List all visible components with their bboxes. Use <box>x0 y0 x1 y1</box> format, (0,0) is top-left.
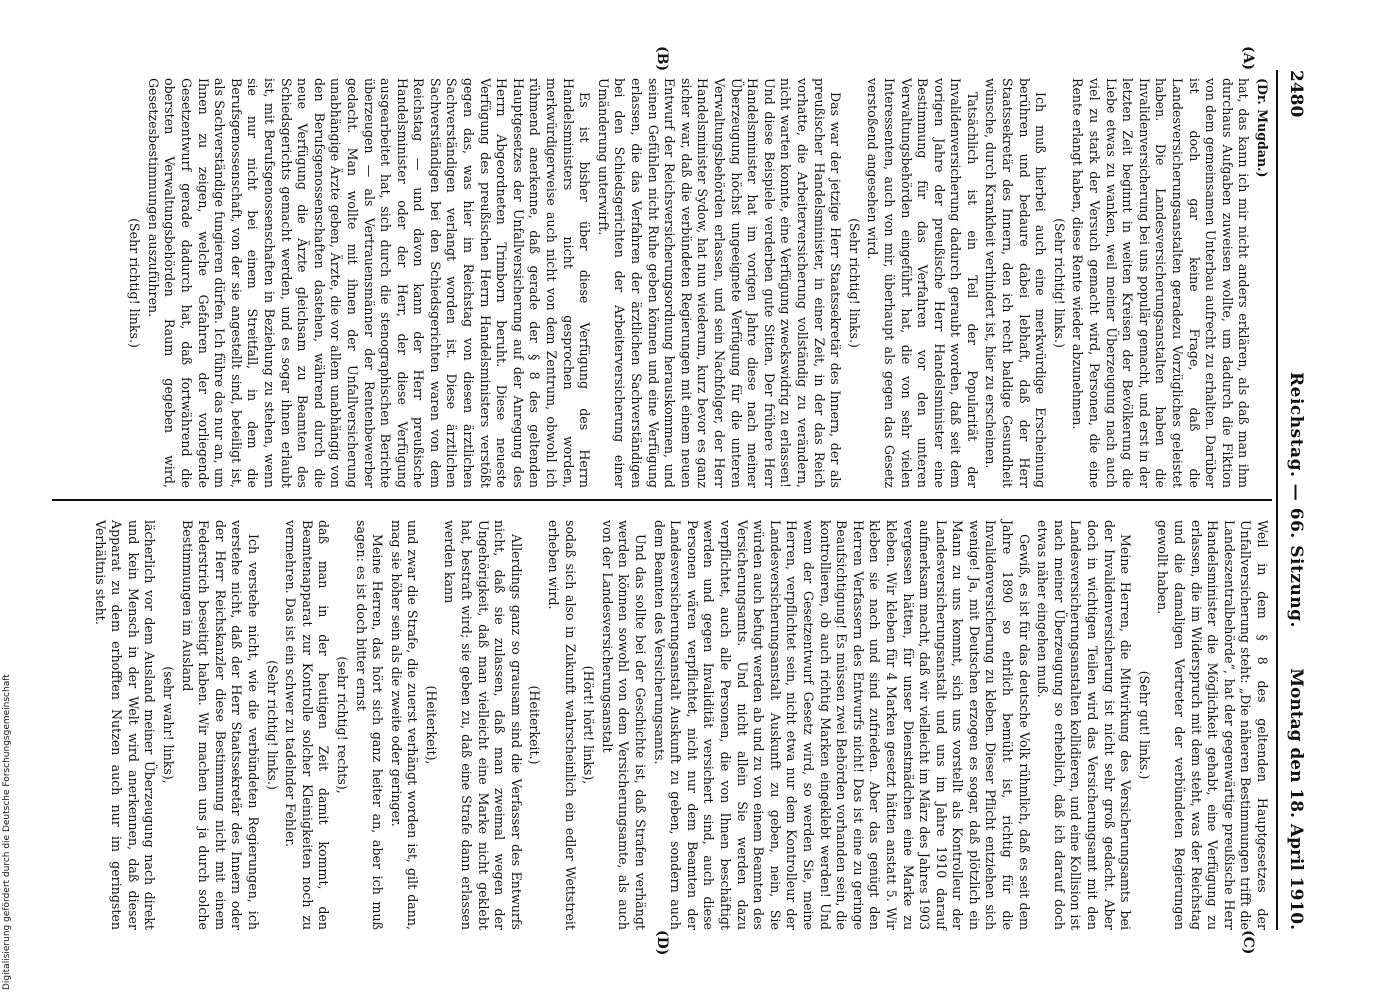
left-column <box>124 78 1270 488</box>
page-number: 2480 <box>1286 70 1306 118</box>
interjection: (Sehr richtig! links.) <box>264 660 280 790</box>
speaker-tag: (Dr. Mugdan.) <box>1255 78 1270 178</box>
session-date: Montag den 18. April 1910. <box>1286 668 1306 930</box>
interjection: (sehr richtig! rechts), <box>334 656 350 794</box>
margin-mark-c: (C) <box>1240 930 1256 955</box>
paragraph: Ich muß hierbei auch eine merkwürdige Erscheinung berühren und bedaure dabei lebhaft, daß der Herr Staatssekretär des Innern, den ich recht baldige Gesundheit wünsche, durch Krankheit verhindert ist, hier zu erscheinen. <box>983 78 1049 488</box>
interjection: (Sehr richtig! links.) <box>1051 218 1067 348</box>
interjection: (sehr wahr! links), <box>161 666 176 784</box>
interjection: (Heiterkeit), <box>423 685 439 765</box>
column-divider <box>52 499 1272 501</box>
margin-mark-b: (B) <box>654 46 670 72</box>
paragraph: lächerlich vor dem Ausland meiner Überzeugung nach direkt und kein Mensch in der Welt wird anerkennen, daß dieser Apparat zu dem erhofften Nutzen auch nur im geringsten Verhältnis steht. <box>92 520 158 930</box>
paragraph: und zwar die Strafe, die zuerst verhängt worden ist, gilt dann, mag sie höher sein als die zweite oder geringer. <box>388 520 421 930</box>
session-title: Reichstag. — 66. Sitzung. <box>1286 372 1306 628</box>
paragraph: Allerdings ganz so grausam sind die Verfasser des Entwurfs nicht, daß sie zulassen, daß man zweimal wegen der Ungehörigkeit, daß man vielleicht eine Marke nicht geklebt hat, bestraft wird; sie geben zu, daß eine Strafe dann erlassen werden kann <box>442 520 524 930</box>
paragraph: Ich verstehe nicht, wie die verbündeten Regierungen, ich verstehe nicht, daß der Herr Staatssekretär des Innern oder der Herr Reichskanzler diese Bestimmung nicht mit einem Federstrich beseitigt haben. Wir machen uns ja durch solche Bestimmungen im Ausland <box>179 520 261 930</box>
paragraph: Es ist bisher über diese Verfügung des Herrn Handelsministers nicht gesprochen worden, merkwürdigerweise auch nicht von dem Zentrum, obwohl ich rühmend anerkenne, daß gerade der § 8 des geltenden Hauptgesetzes der Unfallversicherung auf der Anregung des Herrn Abgeordneten Trimborn beruht. Diese neueste Verfügung des preußischen Herrn Handelsministers verstößt gegen das, was hier im Reichstag von diesen ärztlichen Sachverständigen verlangt worden ist. Diese ärztlichen Sachverständigen bei den Schiedsgerichten waren von dem Reichstag — und davon kann der Herr preußische Handelsminister oder der Herr, der diese Verfügung ausgearbeitet hat, sich durch die stenographischen Berichte überzeugen — als Vertrauensmänner der Rentenbewerber gedacht. Man wollte mit ihnen der Unfallversicherung unabhängige Ärzte geben, Ärzte, die vor allem unabhängig von den Berufsgenossenschaften dastehen, während durch die neue Verfügung die Ärzte gleichsam zu Beamten des Schiedsgerichts gemacht werden, und es sogar ihnen erlaubt ist, mit Berufsgenossenschaften in Beziehung zu stehen, wenn sie nur nicht bei einem Streitfall, in dem die Berufsgenossenschaft, von der sie angestellt sind, beteiligt ist, als Sachverständige fungieren dürfen. Ich führe das nur an, um Ihnen zu zeigen, welche Gefahren der vorliegende Gesetzentwurf gerade dadurch hat, daß fortwährend die obersten Verwaltungsbehörden Raum gegeben wird, Gesetzesbestimmungen auszuführen. <box>145 78 593 488</box>
paragraph: Meine Herren, die Mitwirkung des Versicherungsamts bei der Invalidenversicherung ist nicht sehr groß gedacht. Aber doch in wichtigen Teilen wird das Versicherungsamt mit den Landesversicherungsanstalten kollidieren, und eine Kollision ist nach meiner Überzeugung so erheblich, daß ich darauf doch etwas näher eingehen muß. <box>1035 520 1134 930</box>
header-rule <box>1276 70 1278 930</box>
paragraph: Das war der jetzige Herr Staatssekretär des Innern, der als preußischer Handelsminister, in einer Zeit, in der das Reich vorhatte, die Arbeiterversicherung vollständig zu verändern, nicht warten konnte, eine Verfügung zweckswidrig zu erlassen! Und diese Beispiele verderben gute Sitten. Der frühere Herr Handelsminister hat im vorigen Jahre diese nach meiner Überzeugung höchst ungeeignete Verfügung für die unteren Verwaltungsbehörden erlassen, und sein Nachfolger, der Herr Handelsminister Sydow, hat nun wiederum, kurz bevor es ganz sicher war, daß die verbündeten Regierungen mit einem neuen Entwurf der Reichsversicherungsordnung herauskommen, und seinen Gefühlen nicht Ruhe geben können und eine Verfügung erlassen, die das Verfahren der ärztlichen Sachverständigen bei den Schiedsgerichten der Arbeiterversicherung einer Umänderung unterwirft. <box>595 78 844 488</box>
paragraph: Tatsächlich ist ein Teil der Popularität der Invalidenversicherung dadurch geraubt worden, daß seit dem vorigen Jahre der preußische Herr Handelsminister eine Bestimmung für das Verfahren vor den unteren Verwaltungsbehörden eingeführt hat, die von sehr vielen Interessenten, auch von mir, überhaupt als gegen das Gesetz verstoßend angesehen wird. <box>865 78 980 488</box>
paragraph: sodaß sich also in Zukunft wahrscheinlich ein edler Wettstreit erheben wird. <box>546 520 578 930</box>
interjection: (Heiterkeit.) <box>527 685 543 765</box>
paragraph: daß man in der heutigen Zeit damit kommt, den Beamtenapparat zur Kontrolle solcher Kleinigkeiten noch zu vermehren. Das ist ein schwer zu tadelnder Fehler. <box>283 520 332 930</box>
margin-mark-a: (A) <box>1240 46 1256 71</box>
interjection: (Sehr gut! links.) <box>1136 670 1152 780</box>
right-column <box>89 520 1270 930</box>
paragraph: Und das sollte bei der Geschichte ist, daß Strafen verhängt werden können sowohl von dem Versicherungsamte, als auch von der Landesversicherungsanstalt <box>599 520 649 930</box>
paragraph: hat, das kann ich mir nicht anders erklären, als daß man ihm durchaus Aufgaben zuweisen wollte, um dadurch die Fiktion von dem gemeinsamen Unterbau aufrecht zu erhalten. Darüber ist doch gar keine Frage, daß die Landesversicherungsanstalten geradezu Vorzügliches geleistet haben. Die Landesversicherungsanstalten haben die Invalidenversicherung bei uns populär gemacht, und erst in der letzten Zeit beginnt in weiten Kreisen der Bevölkerung die Liebe etwas zu wanken, weil meiner Überzeugung nach auch viel zu stark der Versuch gemacht wird, Personen, die eine Rente erlangt haben, diese Rente wieder abzunehmen. <box>1070 78 1252 488</box>
paragraph: Weil in dem § 8 des geltenden Hauptgesetzes der Unfallversicherung steht: „Die näheren Bestimmungen trifft die Landeszentralbehörde“, hat der gegenwärtige preußische Herr Handelsminister die Möglichkeit gehabt, eine Verfügung zu erlassen, die im Widerspruch mit dem steht, was der Reichstag und die damaligen Vertreter der verbündeten Regierungen gewollt haben. <box>1155 520 1270 930</box>
digitization-credit: Digitalisierung gefördert durch die Deutsche Forschungsgemeinschaft <box>2 674 12 990</box>
interjection: (Sehr richtig! links.) <box>846 218 862 348</box>
page-header <box>1280 70 1306 930</box>
paragraph: Meine Herren, das hört sich ganz heiter an, aber ich muß sagen: es ist doch bitter ernst <box>353 520 386 930</box>
paragraph: Gewiß, es ist für das deutsche Volk rühmlich, daß es seit dem Jahre 1890 so ehrlich bemüht ist, richtig für die Invalidenversicherung zu kleben. Dieser Pflicht entziehen sich wenige! Ja, mit Deutschen erzogen es sogar, daß plötzlich ein Mann zu uns kommt, sich uns vorstellt als Kontrolleur der Landesversicherungsanstalt und uns im Jahre 1910 darauf aufmerksam macht, daß wir vielleicht im März des Jahres 1903 vergessen hätten, für unser Dienstmädchen eine Marke zu kleben. Wir kleben für 4 Marken gesetzt hätten anstatt 5. Wir kleben sie nach und sind zufrieden. Aber das genügt den Herren Verfassern des Entwurfs nicht! Das ist eine zu geringe Beaufsichtigung! Es müssen zwei Behörden vorhanden sein, die kontrollieren, ob auch richtig Marken eingeklebt werden! Und wenn der Gesetzentwurf Gesetz wird, so werden Sie, meine Herren, verpflichtet sein, nicht etwa nur dem Kontrolleur der Landesversicherungsanstalt Auskunft zu geben, nein, Sie würden auch befugt werden ab und zu von einem Beamten des Versicherungsamts. Und nicht allein Sie werden dazu verpflichtet, auch alle Personen, die von Ihnen beschäftigt werden und gegen Invalidität versichert sind, auch diese Personen wären verpflichtet, nicht nur dem Beamten der Landesversicherungsanstalt Auskunft zu geben, sondern auch dem Beamten des Versicherungsamts. <box>651 520 1032 930</box>
interjection: (Hört! hört! links), <box>581 665 597 785</box>
interjection: (Sehr richtig! links.) <box>127 218 143 348</box>
margin-mark-d: (D) <box>654 930 670 956</box>
